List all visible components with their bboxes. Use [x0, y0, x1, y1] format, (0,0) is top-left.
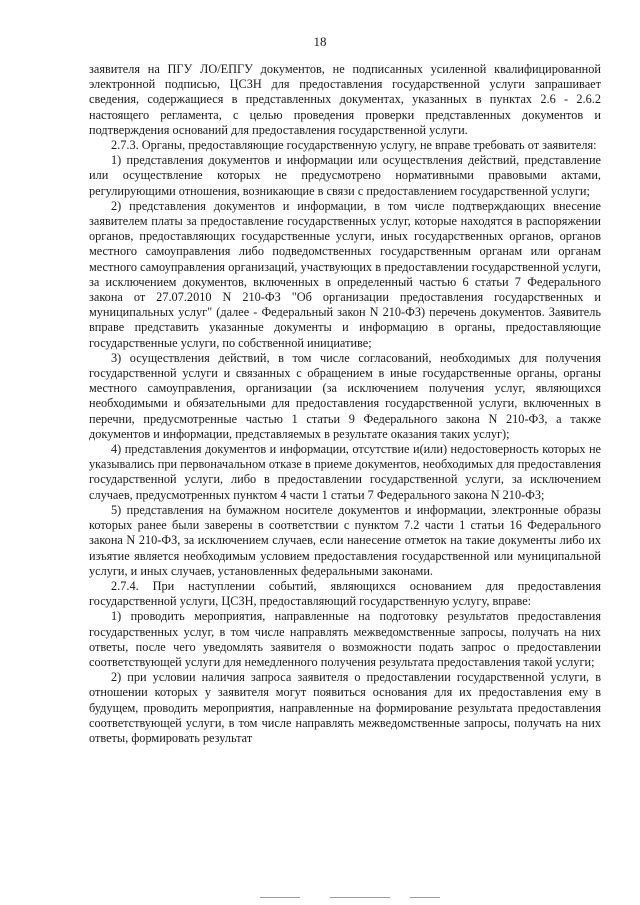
paragraph-2-7-4: 2.7.4. При наступлении событий, являющихся основанием для предоставления государственной услуги, ЦСЗН, предоставляющий государственную услугу, вправе: [89, 578, 601, 609]
page-number: 18 [313, 34, 327, 49]
list-item-2: 2) представления документов и информации, в том числе подтверждающих внесение заявителем платы за предоставление государственных услуг, которые находятся в распоряжении органов, предоставляющих государственные услуги, иных государственных органов, органов местного самоуправления либо подведомственных государственным органам или органам местного самоуправления организаций, участвующих в предоставлении государственной услуги, за исключением документов, включенных в определенный частью 6 статьи 7 Федерального закона от 27.07.2010 N 210-ФЗ "Об организации предоставления государственных и муниципальных услуг" (далее - Федеральный закон N 210-ФЗ) перечень документов. Заявитель вправе представить указанные документы и информацию в органы, предоставляющие государственные услуги, по собственной инициативе; [89, 198, 601, 350]
list-item-5: 5) представления на бумажном носителе документов и информации, электронные образы которых ранее были заверены в соответствии с пунктом 7.2 части 1 статьи 16 Федерального закона N 210-ФЗ, за исключением случаев, если нанесение отметок на такие документы либо их изъятие является необходимым условием предоставления государственной или муниципальной услуги, и иных случаев, установленных федеральными законами. [89, 502, 601, 578]
list-item-1: 1) представления документов и информации или осуществления действий, представление или осуществление которых не предусмотрено нормативными правовыми актами, регулирующими отношения, возникающие в связи с предоставлением государственной услуги; [89, 153, 601, 198]
list-item-2-2-7-4: 2) при условии наличия запроса заявителя о предоставлении государственной услуги, в отношении которых у заявителя могут появиться основания для их предоставления ему в будущем, проводить мероприятия, направленные на формирование результата предоставления соответствующей услуги, в том числе направлять межведомственные запросы, получать на них ответы, формировать результат [89, 670, 601, 745]
paragraph-continuation: заявителя на ПГУ ЛО/ЕПГУ документов, не подписанных усиленной квалифицированной электронной подписью, ЦСЗН для предоставления государственной услуги запрашивает сведения, содержащиеся в представленных документах, указанных в пунктах 2.6 - 2.6.2 настоящего регламента, с целью проведения проверки представленных документов и подтверждения оснований для предоставления государственной услуги. [89, 62, 601, 137]
scan-artifact-line [0, 897, 640, 899]
list-item-3: 3) осуществления действий, в том числе согласований, необходимых для получения государственной услуги и связанных с обращением в иные государственные органы, органы местного самоуправления, организации (за исключением получения услуг, являющихся необходимыми и обязательными для предоставления государственной услуги, включенных в перечни, предусмотренные частью 1 статьи 9 Федерального закона N 210-ФЗ, а также документов и информации, представляемых в результате оказания таких услуг); [89, 350, 601, 441]
list-item-4: 4) представления документов и информации, отсутствие и(или) недостоверность которых не указывались при первоначальном отказе в приеме документов, необходимых для предоставления государственной услуги, либо в предоставлении государственной услуги, за исключением случаев, предусмотренных пунктом 4 части 1 статьи 7 Федерального закона N 210-ФЗ; [89, 442, 601, 502]
paragraph-2-7-3: 2.7.3. Органы, предоставляющие государственную услугу, не вправе требовать от заявителя: [111, 138, 597, 153]
list-item-1-2-7-4: 1) проводить мероприятия, направленные на подготовку результатов предоставления государственных услуг, в том числе направлять межведомственные запросы, получать на них ответы, после чего уведомлять заявителя о возможности подать запрос о предоставлении соответствующей услуги для немедленного получения результата предоставления такой услуги; [89, 609, 601, 669]
document-body [89, 62, 601, 746]
